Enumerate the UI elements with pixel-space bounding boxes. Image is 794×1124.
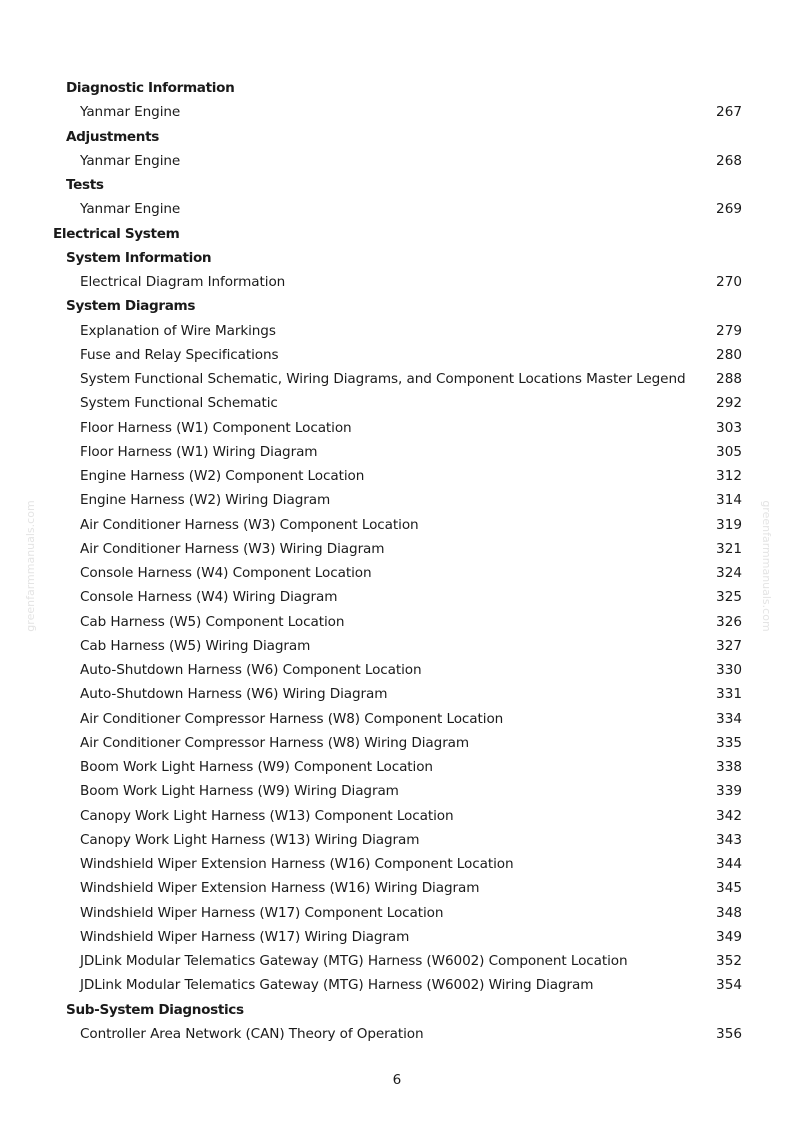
toc-section-heading: [0, 998, 794, 1022]
toc-entry[interactable]: [0, 949, 794, 973]
toc-entry[interactable]: [0, 585, 794, 609]
toc-entry-title: Air Conditioner Harness (W3) Component Location: [80, 516, 419, 533]
toc-entry-title: Controller Area Network (CAN) Theory of Operation: [80, 1025, 424, 1042]
toc-entry[interactable]: [0, 707, 794, 731]
toc-entry[interactable]: [0, 537, 794, 561]
toc-entry-page-number: 354: [716, 977, 742, 994]
toc-section-heading: [0, 222, 794, 246]
watermark-left: greenfarmmanuals.com: [24, 500, 37, 632]
toc-entry[interactable]: [0, 416, 794, 440]
toc-entry-title: Canopy Work Light Harness (W13) Wiring Diagram: [80, 831, 420, 848]
toc-entry[interactable]: [0, 343, 794, 367]
toc-entry[interactable]: [0, 828, 794, 852]
toc-entry-page-number: 349: [716, 928, 742, 945]
toc-entry-title: Explanation of Wire Markings: [80, 322, 276, 339]
toc-entry-title: Auto-Shutdown Harness (W6) Component Location: [80, 662, 422, 678]
toc-entry[interactable]: [0, 488, 794, 512]
toc-entry-title: Yanmar Engine: [80, 104, 181, 121]
toc-entry-title: Diagnostic Information: [66, 80, 235, 96]
toc-entry[interactable]: [0, 197, 794, 221]
toc-entry[interactable]: [0, 367, 794, 391]
table-of-contents: [0, 76, 794, 1046]
toc-entry-title: Windshield Wiper Harness (W17) Wiring Diagram: [80, 928, 410, 945]
toc-entry[interactable]: [0, 973, 794, 997]
toc-entry[interactable]: [0, 270, 794, 294]
toc-entry-page-number: 270: [716, 274, 742, 290]
toc-entry-title: Air Conditioner Compressor Harness (W8) Wiring Diagram: [80, 734, 470, 751]
toc-entry-page-number: 303: [716, 419, 742, 436]
toc-entry-page-number: 345: [716, 880, 742, 897]
toc-entry-title: System Functional Schematic: [80, 395, 278, 412]
toc-entry-title: Air Conditioner Harness (W3) Wiring Diagram: [80, 540, 385, 557]
toc-entry-page-number: 267: [716, 104, 742, 121]
toc-entry-page-number: 342: [716, 807, 742, 824]
toc-entry-title: System Diagrams: [66, 298, 196, 315]
toc-entry-title: JDLink Modular Telematics Gateway (MTG) Harness (W6002) Component Location: [80, 953, 628, 969]
toc-entry[interactable]: [0, 804, 794, 828]
toc-entry-title: Tests: [66, 177, 104, 193]
toc-entry[interactable]: [0, 682, 794, 706]
toc-entry-title: Auto-Shutdown Harness (W6) Wiring Diagram: [80, 686, 388, 703]
toc-entry-page-number: 324: [716, 565, 742, 581]
toc-entry-title: Electrical System: [53, 225, 180, 242]
toc-entry[interactable]: [0, 513, 794, 537]
toc-section-heading: [0, 294, 794, 318]
toc-entry-page-number: 326: [716, 613, 742, 630]
toc-entry[interactable]: [0, 464, 794, 488]
toc-entry-title: Yanmar Engine: [80, 152, 181, 169]
toc-entry[interactable]: [0, 901, 794, 925]
toc-entry[interactable]: [0, 149, 794, 173]
toc-entry-title: Engine Harness (W2) Component Location: [80, 468, 365, 484]
toc-entry-title: Console Harness (W4) Component Location: [80, 565, 372, 581]
toc-entry[interactable]: [0, 852, 794, 876]
toc-entry-page-number: 334: [716, 710, 742, 727]
toc-entry-page-number: 292: [716, 395, 742, 412]
toc-entry-page-number: 314: [716, 492, 742, 509]
toc-entry-title: Floor Harness (W1) Component Location: [80, 419, 352, 436]
toc-entry-page-number: 269: [716, 201, 742, 218]
toc-entry-title: Canopy Work Light Harness (W13) Component Location: [80, 807, 454, 824]
toc-entry-title: Console Harness (W4) Wiring Diagram: [80, 589, 338, 606]
toc-entry-page-number: 268: [716, 152, 742, 169]
toc-entry-page-number: 348: [716, 904, 742, 921]
toc-section-heading: [0, 173, 794, 197]
toc-entry-page-number: 331: [716, 686, 742, 703]
toc-entry[interactable]: [0, 779, 794, 803]
toc-entry-page-number: 339: [716, 783, 742, 800]
toc-entry-page-number: 343: [716, 831, 742, 848]
toc-entry[interactable]: [0, 100, 794, 124]
toc-entry[interactable]: [0, 876, 794, 900]
toc-entry-page-number: 312: [716, 468, 742, 484]
toc-entry-title: Cab Harness (W5) Component Location: [80, 613, 345, 630]
toc-entry[interactable]: [0, 925, 794, 949]
toc-entry-title: Windshield Wiper Extension Harness (W16) Wiring Diagram: [80, 880, 480, 897]
toc-entry[interactable]: [0, 658, 794, 682]
toc-entry-page-number: 327: [716, 637, 742, 654]
toc-entry-page-number: 279: [716, 322, 742, 339]
toc-section-heading: [0, 246, 794, 270]
toc-entry[interactable]: [0, 561, 794, 585]
toc-entry[interactable]: [0, 610, 794, 634]
toc-section-heading: [0, 76, 794, 100]
toc-section-heading: [0, 125, 794, 149]
toc-entry-title: Fuse and Relay Specifications: [80, 346, 279, 363]
toc-entry-page-number: 280: [716, 346, 742, 363]
toc-entry-title: Sub-System Diagnostics: [66, 1001, 244, 1018]
toc-entry-title: JDLink Modular Telematics Gateway (MTG) Harness (W6002) Wiring Diagram: [80, 977, 594, 994]
toc-entry-page-number: 352: [716, 953, 742, 969]
toc-entry-page-number: 335: [716, 734, 742, 751]
toc-entry[interactable]: [0, 755, 794, 779]
toc-entry-page-number: 344: [716, 856, 742, 872]
toc-entry[interactable]: [0, 634, 794, 658]
page-number: 6: [392, 1072, 402, 1088]
toc-entry-title: Floor Harness (W1) Wiring Diagram: [80, 443, 318, 460]
toc-entry-title: Yanmar Engine: [80, 201, 181, 218]
toc-entry-page-number: 338: [716, 759, 742, 775]
toc-entry-title: System Information: [66, 249, 212, 266]
watermark-right: greenfarmmanuals.com: [760, 500, 773, 632]
toc-entry-page-number: 305: [716, 443, 742, 460]
toc-entry[interactable]: [0, 731, 794, 755]
toc-entry-page-number: 325: [716, 589, 742, 606]
toc-entry-title: Air Conditioner Compressor Harness (W8) Component Location: [80, 710, 504, 727]
toc-entry[interactable]: [0, 319, 794, 343]
toc-entry[interactable]: [0, 391, 794, 415]
toc-entry-page-number: 330: [716, 662, 742, 678]
toc-entry[interactable]: [0, 440, 794, 464]
toc-entry-title: System Functional Schematic, Wiring Diagrams, and Component Locations Master Legend: [80, 371, 686, 387]
toc-entry-page-number: 356: [716, 1025, 742, 1042]
toc-entry-page-number: 321: [716, 540, 742, 557]
toc-entry-page-number: 288: [716, 371, 742, 387]
toc-entry-title: Windshield Wiper Extension Harness (W16) Component Location: [80, 856, 514, 872]
toc-entry-title: Windshield Wiper Harness (W17) Component Location: [80, 904, 444, 921]
toc-entry-title: Electrical Diagram Information: [80, 274, 286, 290]
toc-entry-page-number: 319: [716, 516, 742, 533]
toc-entry-title: Engine Harness (W2) Wiring Diagram: [80, 492, 331, 509]
toc-entry[interactable]: [0, 1022, 794, 1046]
toc-entry-title: Boom Work Light Harness (W9) Component Location: [80, 759, 433, 775]
toc-entry-title: Adjustments: [66, 128, 159, 145]
toc-entry-title: Cab Harness (W5) Wiring Diagram: [80, 637, 311, 654]
toc-entry-title: Boom Work Light Harness (W9) Wiring Diagram: [80, 783, 399, 800]
